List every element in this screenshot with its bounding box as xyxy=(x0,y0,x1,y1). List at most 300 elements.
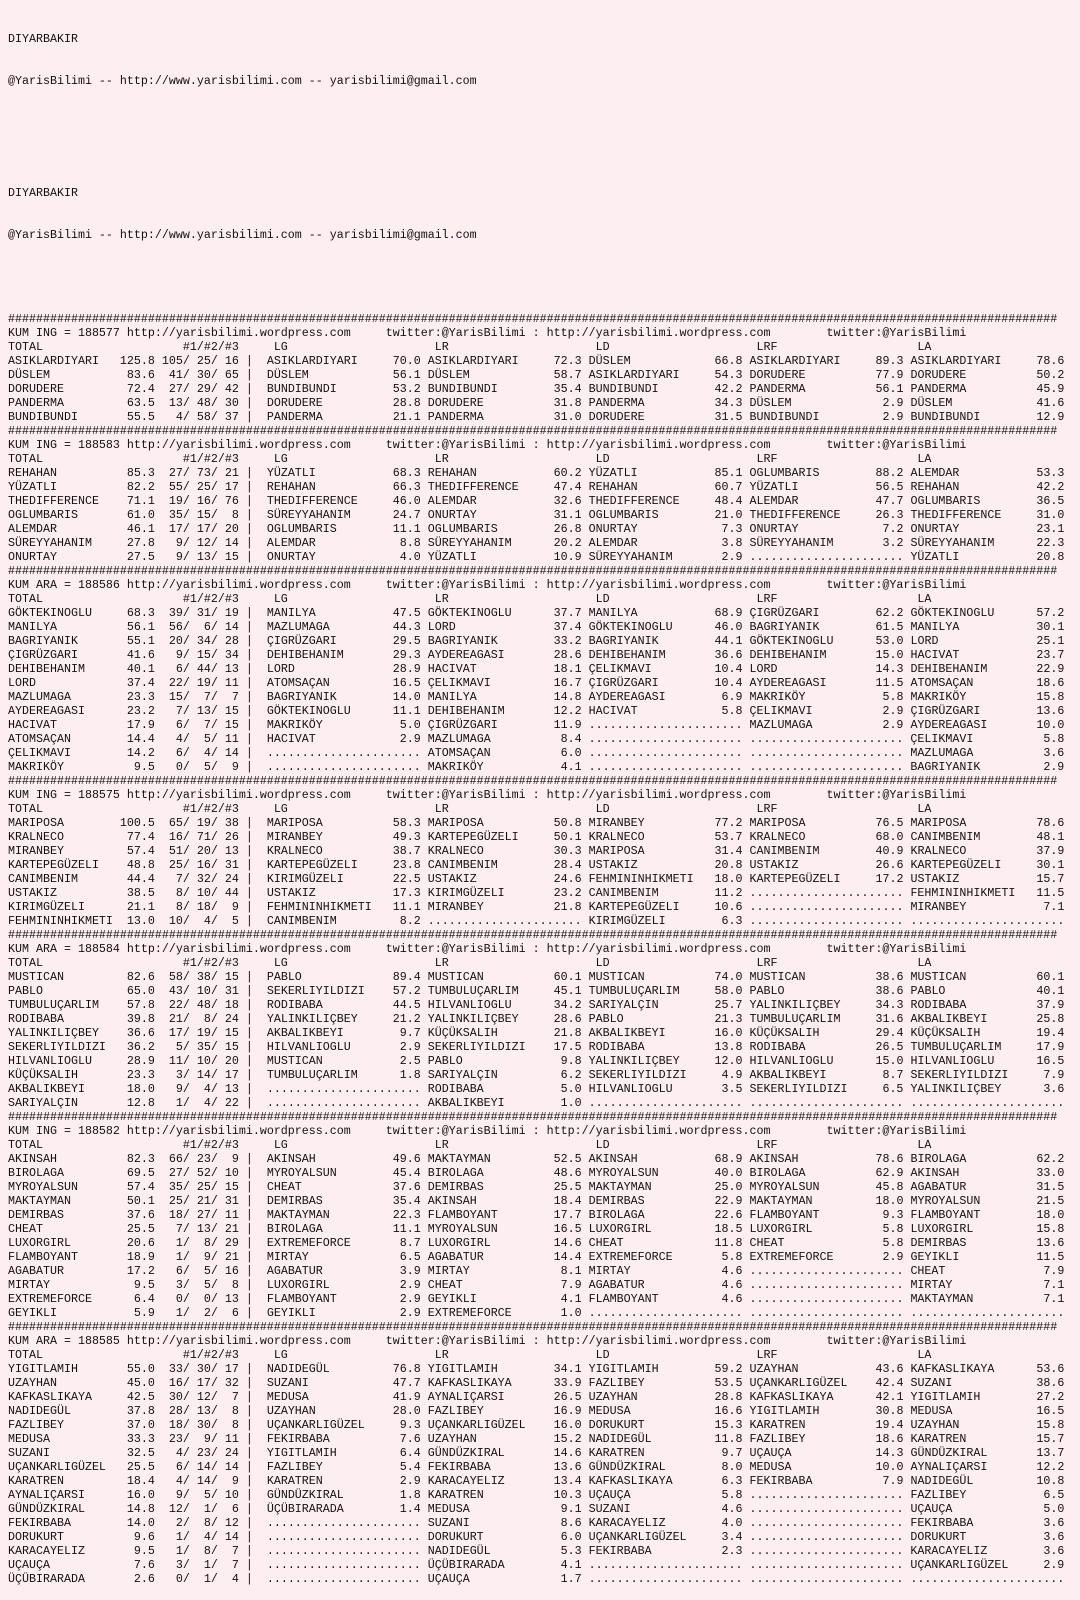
place-counts: 4/ 14/ 9 | xyxy=(154,1474,267,1488)
total-score: 57.8 xyxy=(119,998,155,1012)
column-header-places: #1/#2/#3 xyxy=(182,592,274,606)
space xyxy=(771,1124,827,1138)
lr-score: 28.6 xyxy=(546,1012,589,1026)
ld-horse-name: FEKIRBABA xyxy=(588,1544,708,1558)
lr-horse-name: AGABATUR xyxy=(427,1250,547,1264)
lr-score: 4.1 xyxy=(546,760,589,774)
lrf-score: 15.0 xyxy=(868,1054,911,1068)
horse-name: GÜNDÜZKIRAL xyxy=(8,1502,120,1516)
contact-line-repeat: @YarisBilimi -- http://www.yarisbilimi.com -- yarisbilimi@gmail.com xyxy=(8,228,477,242)
lg-score: 47.7 xyxy=(385,1376,428,1390)
column-header-ld: LD xyxy=(595,452,757,466)
total-score: 7.6 xyxy=(119,1558,155,1572)
ld-score: 22.6 xyxy=(707,1208,750,1222)
la-horse-name: DÜSLEM xyxy=(910,396,1030,410)
total-score: 83.6 xyxy=(119,368,155,382)
ld-score: 21.3 xyxy=(707,1012,750,1026)
horse-name: UZAYHAN xyxy=(8,1376,120,1390)
lg-horse-name: KARTEPEGÜZELI xyxy=(266,858,386,872)
column-header-lg: LG xyxy=(273,340,435,354)
lr-score: 33.2 xyxy=(546,634,589,648)
total-score: 6.4 xyxy=(119,1292,155,1306)
ld-score: 18.5 xyxy=(707,1222,750,1236)
lr-score: 37.4 xyxy=(546,620,589,634)
la-horse-name: FAZLIBEY xyxy=(910,1488,1030,1502)
lrf-empty-filler: ...................... xyxy=(749,1530,911,1544)
place-counts: 1/ 8/ 7 | xyxy=(154,1544,267,1558)
table-row xyxy=(8,606,1064,620)
blog-url: http://yarisbilimi.wordpress.com xyxy=(126,788,351,802)
lrf-score: 8.7 xyxy=(868,1068,911,1082)
table-row xyxy=(8,1530,1064,1544)
place-counts: 9/ 12/ 14 | xyxy=(154,536,267,550)
lrf-horse-name: AKBALIKBEYI xyxy=(749,1068,869,1082)
horse-name: KRALNECO xyxy=(8,830,120,844)
la-score: 6.5 xyxy=(1029,1488,1065,1502)
horse-name: MIRTAY xyxy=(8,1278,120,1292)
lr-horse-name: GÜNDÜZKIRAL xyxy=(427,1446,547,1460)
twitter-handle: twitter:@YarisBilimi xyxy=(826,578,967,592)
lr-horse-name: HACIVAT xyxy=(427,662,547,676)
blog-url: http://yarisbilimi.wordpress.com xyxy=(546,942,771,956)
lg-score: 2.9 xyxy=(385,1278,428,1292)
total-score: 37.4 xyxy=(119,676,155,690)
lg-horse-name: MEDUSA xyxy=(266,1390,386,1404)
space xyxy=(120,1124,127,1138)
lr-score: 11.9 xyxy=(546,718,589,732)
horse-name: AYDEREAGASI xyxy=(8,704,120,718)
ld-score: 5.8 xyxy=(707,1250,750,1264)
total-score: 37.8 xyxy=(119,1404,155,1418)
ld-horse-name: ÇIGRÜZGARI xyxy=(588,676,708,690)
place-counts: 23/ 9/ 11 | xyxy=(154,1432,267,1446)
lg-score: 28.0 xyxy=(385,1404,428,1418)
space: : xyxy=(525,1334,547,1348)
ld-score: 85.1 xyxy=(707,466,750,480)
table-row xyxy=(8,1180,1064,1194)
lg-score: 5.0 xyxy=(385,718,428,732)
total-score: 82.6 xyxy=(119,970,155,984)
lr-horse-name: BAGRIYANIK xyxy=(427,634,547,648)
ld-score: 5.8 xyxy=(707,704,750,718)
ld-score: 4.6 xyxy=(707,1292,750,1306)
la-score: 13.6 xyxy=(1029,1236,1065,1250)
lr-score: 31.8 xyxy=(546,396,589,410)
lg-horse-name: LUXORGIRL xyxy=(266,1278,386,1292)
horse-name: ONURTAY xyxy=(8,550,120,564)
space: : xyxy=(525,326,547,340)
lg-score: 2.5 xyxy=(385,1054,428,1068)
horse-name: KARATREN xyxy=(8,1474,120,1488)
lr-score: 5.0 xyxy=(546,1082,589,1096)
total-score: 18.0 xyxy=(119,1082,155,1096)
la-horse-name: ALEMDAR xyxy=(910,466,1030,480)
ld-score: 9.7 xyxy=(707,1446,750,1460)
space xyxy=(351,1334,386,1348)
lrf-score: 45.8 xyxy=(868,1180,911,1194)
la-score: 36.5 xyxy=(1029,494,1065,508)
place-counts: 4/ 23/ 24 | xyxy=(154,1446,267,1460)
ld-horse-name: THEDIFFERENCE xyxy=(588,494,708,508)
ld-horse-name: CANIMBENIM xyxy=(588,886,708,900)
horse-name: HILVANLIOGLU xyxy=(8,1054,120,1068)
lr-horse-name: BIROLAGA xyxy=(427,1166,547,1180)
lr-score: 1.7 xyxy=(546,1572,589,1586)
lr-horse-name: UÇAUÇA xyxy=(427,1572,547,1586)
race-code: KUM ING = 188577 xyxy=(8,326,120,340)
place-counts: 6/ 14/ 14 | xyxy=(154,1460,267,1474)
lg-horse-name: EXTREMEFORCE xyxy=(266,1236,386,1250)
lr-horse-name: MAZLUMAGA xyxy=(427,732,547,746)
lr-score: 31.0 xyxy=(546,410,589,424)
ld-horse-name: SÜREYYAHANIM xyxy=(588,550,708,564)
ld-horse-name: USTAKIZ xyxy=(588,858,708,872)
lrf-score: 15.0 xyxy=(868,648,911,662)
table-row xyxy=(8,1474,1064,1488)
la-horse-name: UÇAUÇA xyxy=(910,1502,1030,1516)
lg-score: 24.7 xyxy=(385,508,428,522)
column-header-total: TOTAL xyxy=(8,452,183,466)
lg-horse-name: YÜZATLI xyxy=(266,466,386,480)
twitter-handle: twitter:@YarisBilimi xyxy=(826,942,967,956)
lr-score: 47.4 xyxy=(546,480,589,494)
la-horse-name: LORD xyxy=(910,634,1030,648)
horse-name: MARIPOSA xyxy=(8,816,120,830)
lg-horse-name: FEKIRBABA xyxy=(266,1432,386,1446)
separator-line xyxy=(8,564,1064,578)
la-score: 53.3 xyxy=(1029,466,1065,480)
la-score: 30.1 xyxy=(1029,858,1065,872)
lr-horse-name: AKINSAH xyxy=(427,1194,547,1208)
blog-url: http://yarisbilimi.wordpress.com xyxy=(546,326,771,340)
lr-score: 14.6 xyxy=(546,1236,589,1250)
la-score: 50.2 xyxy=(1029,368,1065,382)
ld-score: 59.2 xyxy=(707,1362,750,1376)
table-row xyxy=(8,1222,1064,1236)
place-counts: 66/ 23/ 9 | xyxy=(154,1152,267,1166)
place-counts: 4/ 5/ 11 | xyxy=(154,732,267,746)
horse-name: GEYIKLI xyxy=(8,1306,120,1320)
lr-score: 34.2 xyxy=(546,998,589,1012)
lg-horse-name: CHEAT xyxy=(266,1180,386,1194)
column-header-lr: LR xyxy=(434,1348,596,1362)
ld-horse-name: PABLO xyxy=(588,1012,708,1026)
column-header-places: #1/#2/#3 xyxy=(182,452,274,466)
column-header-ld: LD xyxy=(595,340,757,354)
lrf-score: 76.5 xyxy=(868,816,911,830)
lrf-horse-name: EXTREMEFORCE xyxy=(749,1250,869,1264)
space xyxy=(771,788,827,802)
lg-score: 44.5 xyxy=(385,998,428,1012)
lr-horse-name: YIGITLAMIH xyxy=(427,1362,547,1376)
table-row xyxy=(8,1096,1064,1110)
horse-name: UÇAUÇA xyxy=(8,1558,120,1572)
lg-horse-name: BIROLAGA xyxy=(266,1222,386,1236)
lg-score: 8.2 xyxy=(385,914,428,928)
table-row xyxy=(8,1194,1064,1208)
lr-horse-name: BUNDIBUNDI xyxy=(427,382,547,396)
table-row xyxy=(8,536,1064,550)
lg-horse-name: PANDERMA xyxy=(266,410,386,424)
section-title-line xyxy=(8,578,1064,592)
la-horse-name: DORUDERE xyxy=(910,368,1030,382)
la-empty-filler: ...................... xyxy=(910,1306,1065,1320)
place-counts: 105/ 25/ 16 | xyxy=(154,354,267,368)
la-score: 19.4 xyxy=(1029,1026,1065,1040)
column-header-lr: LR xyxy=(434,1138,596,1152)
horse-name: YIGITLAMIH xyxy=(8,1362,120,1376)
lrf-score: 26.5 xyxy=(868,1040,911,1054)
place-counts: 27/ 52/ 10 | xyxy=(154,1166,267,1180)
place-counts: 6/ 7/ 15 | xyxy=(154,718,267,732)
table-row xyxy=(8,858,1064,872)
column-header-line xyxy=(8,452,1064,466)
place-counts: 18/ 30/ 8 | xyxy=(154,1418,267,1432)
twitter-handle: twitter:@YarisBilimi xyxy=(385,326,526,340)
ld-score: 36.6 xyxy=(707,648,750,662)
lrf-empty-filler: ...................... xyxy=(749,1572,911,1586)
la-horse-name: FEHMININHIKMETI xyxy=(910,886,1030,900)
space xyxy=(771,578,827,592)
la-horse-name: GÖKTEKINOGLU xyxy=(910,606,1030,620)
place-counts: 1/ 8/ 29 | xyxy=(154,1236,267,1250)
horse-name: AKBALIKBEYI xyxy=(8,1082,120,1096)
la-score: 2.9 xyxy=(1029,760,1065,774)
ld-horse-name: AGABATUR xyxy=(588,1278,708,1292)
place-counts: 65/ 19/ 38 | xyxy=(154,816,267,830)
la-horse-name: YÜZATLI xyxy=(910,550,1030,564)
table-row xyxy=(8,1572,1064,1586)
lrf-horse-name: MAKTAYMAN xyxy=(749,1194,869,1208)
lg-empty-filler: ...................... xyxy=(266,1558,428,1572)
ld-score: 31.5 xyxy=(707,410,750,424)
total-score: 9.5 xyxy=(119,760,155,774)
la-horse-name: GÜNDÜZKIRAL xyxy=(910,1446,1030,1460)
la-horse-name: KARTEPEGÜZELI xyxy=(910,858,1030,872)
lrf-score: 62.2 xyxy=(868,606,911,620)
separator: ###################################################################################################################################################### xyxy=(8,424,1058,438)
la-horse-name: AKINSAH xyxy=(910,1166,1030,1180)
total-score: 2.6 xyxy=(119,1572,155,1586)
ld-score: 25.0 xyxy=(707,1180,750,1194)
horse-name: FEHMININHIKMETI xyxy=(8,914,120,928)
lrf-empty-filler: ...................... xyxy=(749,900,911,914)
ld-horse-name: YALINKILIÇBEY xyxy=(588,1054,708,1068)
space: : xyxy=(525,438,547,452)
separator-line xyxy=(8,774,1064,788)
la-horse-name: THEDIFFERENCE xyxy=(910,508,1030,522)
race-code: KUM ING = 188582 xyxy=(8,1124,120,1138)
ld-horse-name: UZAYHAN xyxy=(588,1390,708,1404)
lr-horse-name: MIRANBEY xyxy=(427,900,547,914)
lg-score: 2.9 xyxy=(385,732,428,746)
space xyxy=(120,578,127,592)
place-counts: 16/ 17/ 32 | xyxy=(154,1376,267,1390)
total-score: 27.8 xyxy=(119,536,155,550)
lg-horse-name: SEKERLIYILDIZI xyxy=(266,984,386,998)
la-horse-name: MIRANBEY xyxy=(910,900,1030,914)
lg-score: 66.3 xyxy=(385,480,428,494)
horse-name: MUSTICAN xyxy=(8,970,120,984)
lg-score: 41.9 xyxy=(385,1390,428,1404)
total-score: 20.6 xyxy=(119,1236,155,1250)
lr-horse-name: MARIPOSA xyxy=(427,816,547,830)
separator-line xyxy=(8,928,1064,942)
table-row xyxy=(8,1208,1064,1222)
space xyxy=(771,942,827,956)
lg-horse-name: ÜÇÜBIRARADA xyxy=(266,1502,386,1516)
lrf-score: 6.5 xyxy=(868,1082,911,1096)
la-horse-name: YIGITLAMIH xyxy=(910,1390,1030,1404)
column-header-places: #1/#2/#3 xyxy=(182,340,274,354)
lr-horse-name: ÇIGRÜZGARI xyxy=(427,718,547,732)
total-score: 39.8 xyxy=(119,1012,155,1026)
horse-name: UÇANKARLIGÜZEL xyxy=(8,1460,120,1474)
ld-horse-name: KARATREN xyxy=(588,1446,708,1460)
lr-score: 16.0 xyxy=(546,1418,589,1432)
table-row xyxy=(8,676,1064,690)
lr-horse-name: ÇELIKMAVI xyxy=(427,676,547,690)
place-counts: 1/ 9/ 21 | xyxy=(154,1250,267,1264)
lr-horse-name: ASIKLARDIYARI xyxy=(427,354,547,368)
lr-score: 7.9 xyxy=(546,1278,589,1292)
space xyxy=(771,1334,827,1348)
la-horse-name: ÇELIKMAVI xyxy=(910,732,1030,746)
lrf-score: 29.4 xyxy=(868,1026,911,1040)
ld-horse-name: BUNDIBUNDI xyxy=(588,382,708,396)
la-score: 27.2 xyxy=(1029,1390,1065,1404)
lrf-score: 5.8 xyxy=(868,1222,911,1236)
table-row xyxy=(8,1068,1064,1082)
lrf-score: 2.9 xyxy=(868,704,911,718)
race-code: KUM ING = 188583 xyxy=(8,438,120,452)
lrf-horse-name: ONURTAY xyxy=(749,522,869,536)
lr-score: 6.0 xyxy=(546,1530,589,1544)
lrf-horse-name: CHEAT xyxy=(749,1236,869,1250)
ld-score: 3.4 xyxy=(707,1530,750,1544)
lrf-score: 30.8 xyxy=(868,1404,911,1418)
city-title-repeat: DIYARBAKIR xyxy=(8,186,78,200)
separator: ###################################################################################################################################################### xyxy=(8,774,1058,788)
column-header-lg: LG xyxy=(273,802,435,816)
ld-score: 66.8 xyxy=(707,354,750,368)
ld-empty-filler: ...................... xyxy=(588,1558,750,1572)
horse-name: GÖKTEKINOGLU xyxy=(8,606,120,620)
la-horse-name: ÇIGRÜZGARI xyxy=(910,704,1030,718)
ld-horse-name: MANILYA xyxy=(588,606,708,620)
lg-score: 11.1 xyxy=(385,900,428,914)
lr-horse-name: YÜZATLI xyxy=(427,550,547,564)
section-title-line xyxy=(8,438,1064,452)
place-counts: 39/ 31/ 19 | xyxy=(154,606,267,620)
twitter-handle: twitter:@YarisBilimi xyxy=(385,1124,526,1138)
column-header-la: LA xyxy=(917,1348,932,1362)
lg-horse-name: ALEMDAR xyxy=(266,536,386,550)
la-score: 7.1 xyxy=(1029,900,1065,914)
la-score: 23.7 xyxy=(1029,648,1065,662)
ld-horse-name: YÜZATLI xyxy=(588,466,708,480)
lr-horse-name: DEHIBEHANIM xyxy=(427,704,547,718)
la-horse-name: UZAYHAN xyxy=(910,1418,1030,1432)
lr-score: 1.0 xyxy=(546,1096,589,1110)
lr-horse-name: MIRTAY xyxy=(427,1264,547,1278)
column-header-lr: LR xyxy=(434,592,596,606)
total-score: 55.5 xyxy=(119,410,155,424)
horse-name: FAZLIBEY xyxy=(8,1418,120,1432)
ld-score: 48.4 xyxy=(707,494,750,508)
lr-horse-name: USTAKIZ xyxy=(427,872,547,886)
place-counts: 8/ 10/ 44 | xyxy=(154,886,267,900)
total-score: 56.1 xyxy=(119,620,155,634)
lrf-horse-name: MEDUSA xyxy=(749,1460,869,1474)
blog-url: http://yarisbilimi.wordpress.com xyxy=(126,942,351,956)
la-score: 45.9 xyxy=(1029,382,1065,396)
ld-horse-name: CHEAT xyxy=(588,1236,708,1250)
la-score: 57.2 xyxy=(1029,606,1065,620)
lrf-empty-filler: ...................... xyxy=(749,1502,911,1516)
ld-horse-name: TUMBULUÇARLIM xyxy=(588,984,708,998)
la-horse-name: MUSTICAN xyxy=(910,970,1030,984)
ld-score: 2.9 xyxy=(707,550,750,564)
lg-score: 14.0 xyxy=(385,690,428,704)
place-counts: 35/ 15/ 8 | xyxy=(154,508,267,522)
table-row xyxy=(8,354,1064,368)
lrf-score: 3.2 xyxy=(868,536,911,550)
twitter-handle: twitter:@YarisBilimi xyxy=(385,1334,526,1348)
space xyxy=(351,788,386,802)
lrf-score: 2.9 xyxy=(868,718,911,732)
ld-horse-name: ÇELIKMAVI xyxy=(588,662,708,676)
ld-score: 4.6 xyxy=(707,1278,750,1292)
lg-score: 53.2 xyxy=(385,382,428,396)
lr-score: 60.2 xyxy=(546,466,589,480)
lg-score: 6.4 xyxy=(385,1446,428,1460)
la-horse-name: BUNDIBUNDI xyxy=(910,410,1030,424)
lr-horse-name: MEDUSA xyxy=(427,1502,547,1516)
lr-horse-name: KIRIMGÜZELI xyxy=(427,886,547,900)
lrf-horse-name: LUXORGIRL xyxy=(749,1222,869,1236)
horse-name: BIROLAGA xyxy=(8,1166,120,1180)
table-row xyxy=(8,1152,1064,1166)
la-score: 3.6 xyxy=(1029,1530,1065,1544)
ld-score: 60.7 xyxy=(707,480,750,494)
lr-score: 8.1 xyxy=(546,1264,589,1278)
total-score: 125.8 xyxy=(119,354,155,368)
lg-score: 21.2 xyxy=(385,1012,428,1026)
lr-score: 13.4 xyxy=(546,1474,589,1488)
ld-score: 74.0 xyxy=(707,970,750,984)
separator: ###################################################################################################################################################### xyxy=(8,1320,1058,1334)
total-score: 50.1 xyxy=(119,1194,155,1208)
lr-horse-name: AYDEREAGASI xyxy=(427,648,547,662)
la-horse-name: RODIBABA xyxy=(910,998,1030,1012)
lrf-score: 78.6 xyxy=(868,1152,911,1166)
lg-horse-name: DEHIBEHANIM xyxy=(266,648,386,662)
ld-score: 10.4 xyxy=(707,662,750,676)
lr-score: 4.1 xyxy=(546,1292,589,1306)
la-score: 15.7 xyxy=(1029,872,1065,886)
la-horse-name: TUMBULUÇARLIM xyxy=(910,1040,1030,1054)
ld-score: 3.5 xyxy=(707,1082,750,1096)
report-document xyxy=(8,4,1064,1600)
lg-horse-name: HACIVAT xyxy=(266,732,386,746)
lg-score: 46.0 xyxy=(385,494,428,508)
space xyxy=(351,438,386,452)
la-score: 30.1 xyxy=(1029,620,1065,634)
lr-horse-name: MANILYA xyxy=(427,690,547,704)
table-row xyxy=(8,718,1064,732)
lg-score: 17.3 xyxy=(385,886,428,900)
